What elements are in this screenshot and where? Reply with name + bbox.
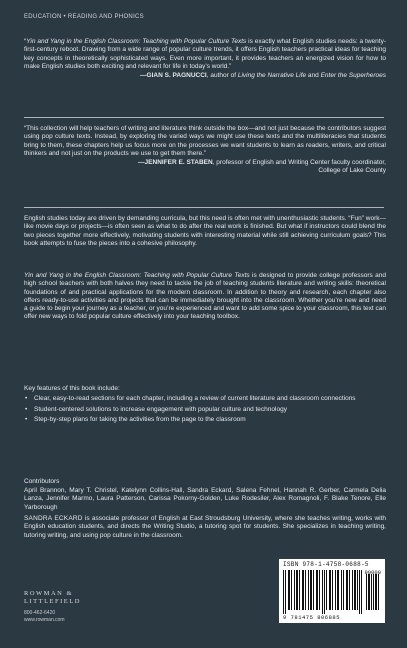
publisher-url: www.rowman.com bbox=[24, 616, 65, 623]
isbn-barcode bbox=[279, 559, 385, 623]
contributors-list: April Brannon, Mary T. Christel, Katelynn Collins-Hall, Sandra Eckard, Salena Fehnel, Hannah R. Gerber, Carmela Delia Lanza, Jennifer Marmo, Laura Patterson, Carissa Pokorny-Golden, Luke Rodesiler, Alex Romagnoli, F. Blake Tenore, Elle Yarborough bbox=[24, 487, 386, 511]
bullet-icon: • bbox=[25, 395, 28, 403]
publisher-name-line-1: ROWMAN & bbox=[24, 590, 74, 597]
endorsement-quote-1 bbox=[24, 38, 386, 80]
paragraph-2-book-title: Yin and Yang in the English Classroom: Teaching with Popular Culture Texts bbox=[24, 272, 250, 279]
quote-2-attribution: —JENNIFER E. STABEN, professor of English and Writing Center faculty coordinator, College of Lake County bbox=[138, 159, 386, 175]
quote-1-attribution: —GIAN S. PAGNUCCI, author of Living the Narrative Life and Enter the Superheroes bbox=[140, 72, 386, 80]
bullet-icon: • bbox=[25, 405, 28, 413]
divider-line-1 bbox=[24, 117, 384, 118]
key-features-list bbox=[24, 395, 386, 424]
feature-item: • Clear, easy-to-read sections for each chapter, including a review of current literature and classroom connections bbox=[25, 395, 356, 403]
description-paragraph-1: English studies today are driven by demanding curricula, but this need is often met with unenthusiastic students. “Fun” work—like movie days or projects—is often seen as what to do after the real work is finished. But what if instructors could blend the two pieces together more effectively, motivating students with interesting material while still achieving curriculum goals? This book attempts to fuse the pieces into a cohesive philosophy. bbox=[24, 215, 386, 247]
quote-1-book-title: Yin and Yang in the English Classroom: Teaching with Popular Culture Texts bbox=[26, 38, 247, 45]
publisher-logo bbox=[24, 590, 104, 623]
publisher-phone: 800-462-6420 bbox=[24, 610, 56, 616]
endorsement-quote-2 bbox=[24, 125, 386, 176]
contributors-heading: Contributors bbox=[24, 478, 60, 485]
key-features bbox=[24, 385, 386, 426]
isbn-number: ISBN 978-1-4758-0688-5 bbox=[283, 561, 369, 568]
ean-number: 9 781475 806885 bbox=[283, 614, 341, 621]
author-bio: SANDRA ECKARD is associate professor of English at East Stroudsburg University, where she teaches writing, works with English education students, and directs the Writing Studio, a tutoring spot for students. She specializes in teaching writing, tutoring writing, and using pop culture in the classroom. bbox=[24, 515, 387, 539]
publisher-name-line-2: LITTLEFIELD bbox=[24, 598, 81, 605]
quote-1-text: “Yin and Yang in the English Classroom: Teaching with Popular Culture Texts is exactly what English studies needs: a twenty-first-century reboot. Drawing from a wide range of popular culture trends, it offers English teachers practical ideas for teaching key concepts in theoretically sophisticated ways. Even more important, it provides teachers an energized vision for how to make English studies both exciting and relevant for life in today’s world.” bbox=[24, 38, 386, 70]
category-label: EDUCATION • READING AND PHONICS bbox=[24, 14, 144, 20]
author-name: SANDRA ECKARD bbox=[24, 515, 83, 522]
price-code: 90000 bbox=[364, 569, 381, 576]
bullet-icon: • bbox=[25, 415, 28, 423]
feature-item: • Step-by-step plans for taking the activities from the page to the classroom bbox=[25, 415, 246, 423]
feature-item: • Student-centered solutions to increase engagement with popular culture and technology bbox=[25, 405, 287, 413]
key-features-heading: Key features of this book include: bbox=[24, 385, 120, 392]
description-paragraph-2: Yin and Yang in the English Classroom: Teaching with Popular Culture Texts is designed to provide college professors and high school teachers with both halves they need to tackle the job of teaching students literature and writing skills: theoretical foundations of and practical applications for the modern classroom. In addition to theory and research, each chapter also offers ready-to-use activities and projects that can be immediately brought into the classroom. Whether you’re new and need a guide to begin your journey as a teacher, or you’re experienced and want to add some spice to your classroom, this text can offer new ways to fold popular culture effectively into your teaching toolbox. bbox=[24, 272, 386, 321]
divider-line-2 bbox=[24, 207, 384, 208]
quote-2-text: “This collection will help teachers of writing and literature think outside the box—and not just because the contributors suggest using pop culture texts. Instead, by exploring the varied ways we might use these texts and the multiliteracies that students bring to them, these chapters help us focus more on the processes we want students to learn as readers, writers, and critical thinkers and not just on the products we use to get them there.” bbox=[24, 125, 386, 157]
